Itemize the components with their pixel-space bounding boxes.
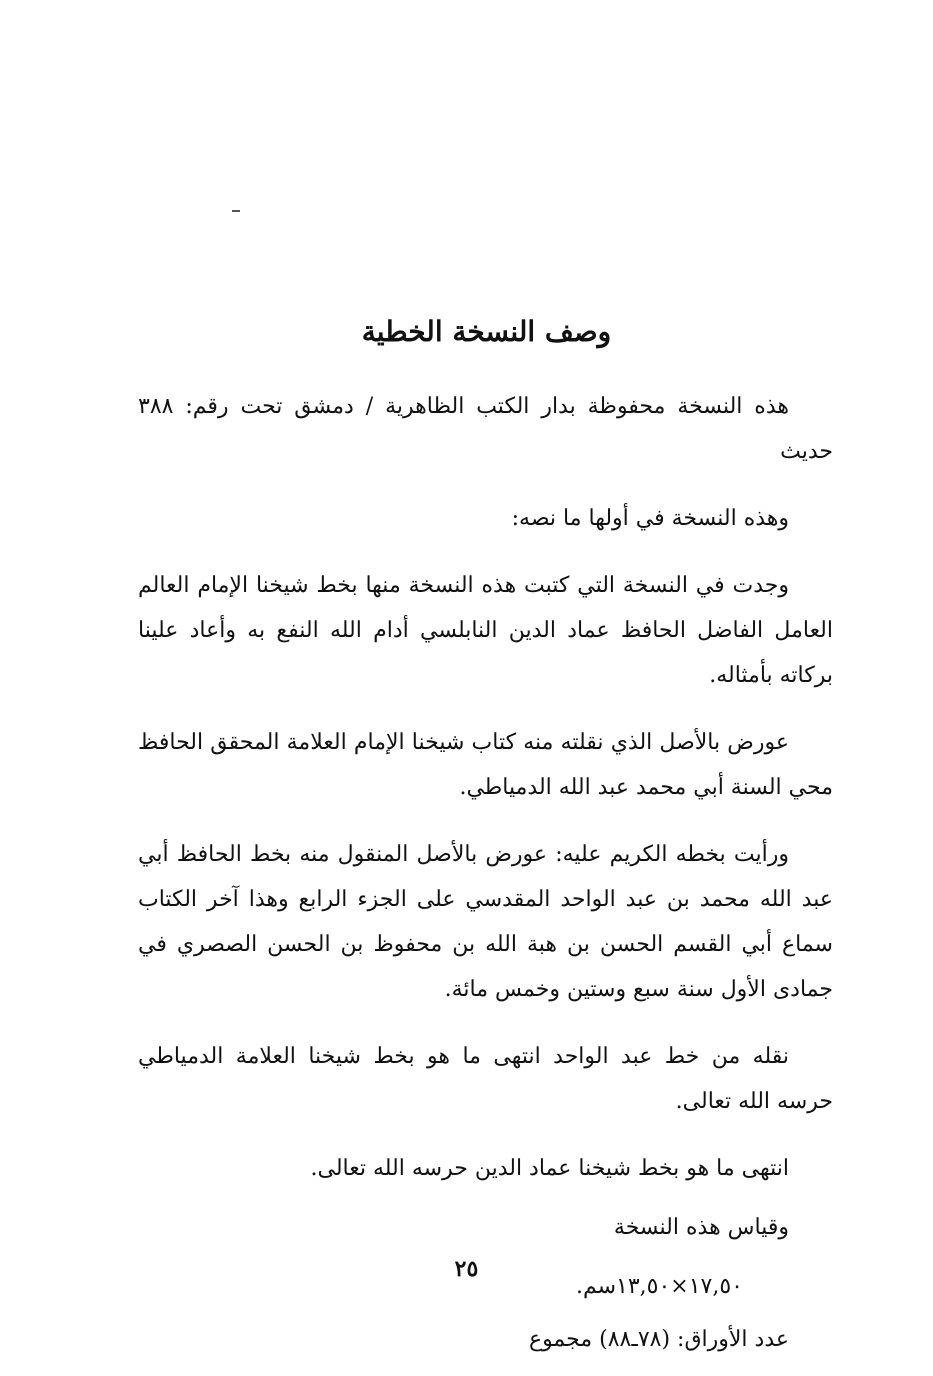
scan-speck [232, 210, 240, 212]
closing-line: انتهى ما هو بخط شيخنا عماد الدين حرسه الله تعالى. [310, 1156, 789, 1181]
leaves-count-line: عدد الأوراق: (٧٨ـ٨٨) مجموع [528, 1327, 789, 1352]
page-title: وصف النسخة الخطية [361, 315, 612, 348]
paragraph-collated-original: عورض بالأصل الذي نقلته منه كتاب شيخنا الإمام العلامة المحقق الحافظ محي السنة أبي محمد عبد الله الدمياطي. [138, 730, 833, 800]
document-body [138, 384, 833, 1376]
page-number: ٢٥ [454, 1256, 479, 1282]
measure-value: ١٧,٥٠×١٣,٥٠سم. [575, 1274, 743, 1299]
paragraph-manuscript-location: هذه النسخة محفوظة بدار الكتب الظاهرية / دمشق تحت رقم: ٣٨٨ حديث [138, 394, 833, 464]
measure-label: وقياس هذه النسخة [613, 1215, 789, 1240]
paragraph-handwriting-note: ورأيت بخطه الكريم عليه: عورض بالأصل المنقول منه بخط الحافظ أبي عبد الله محمد بن عبد الواحد المقدسي على الجزء الرابع وهذا آخر الكتاب سماع أبي القسم الحسن بن هبة الله بن محفوظ بن الحسن الصصري في جمادى الأول سنة سبع وستين وخمس مائة. [138, 842, 833, 1002]
paragraph-found-in-copy: وجدت في النسخة التي كتبت هذه النسخة منها بخط شيخنا الإمام العالم العامل الفاضل الحافظ عماد الدين النابلسي أدام الله النفع به وأعاد علينا بركاته بأمثاله. [138, 573, 833, 688]
paragraph-opening-text: وهذه النسخة في أولها ما نصه: [511, 506, 789, 531]
paragraph-copied-from: نقله من خط عبد الواحد انتهى ما هو بخط شيخنا العلامة الدمياطي حرسه الله تعالى. [138, 1044, 833, 1114]
